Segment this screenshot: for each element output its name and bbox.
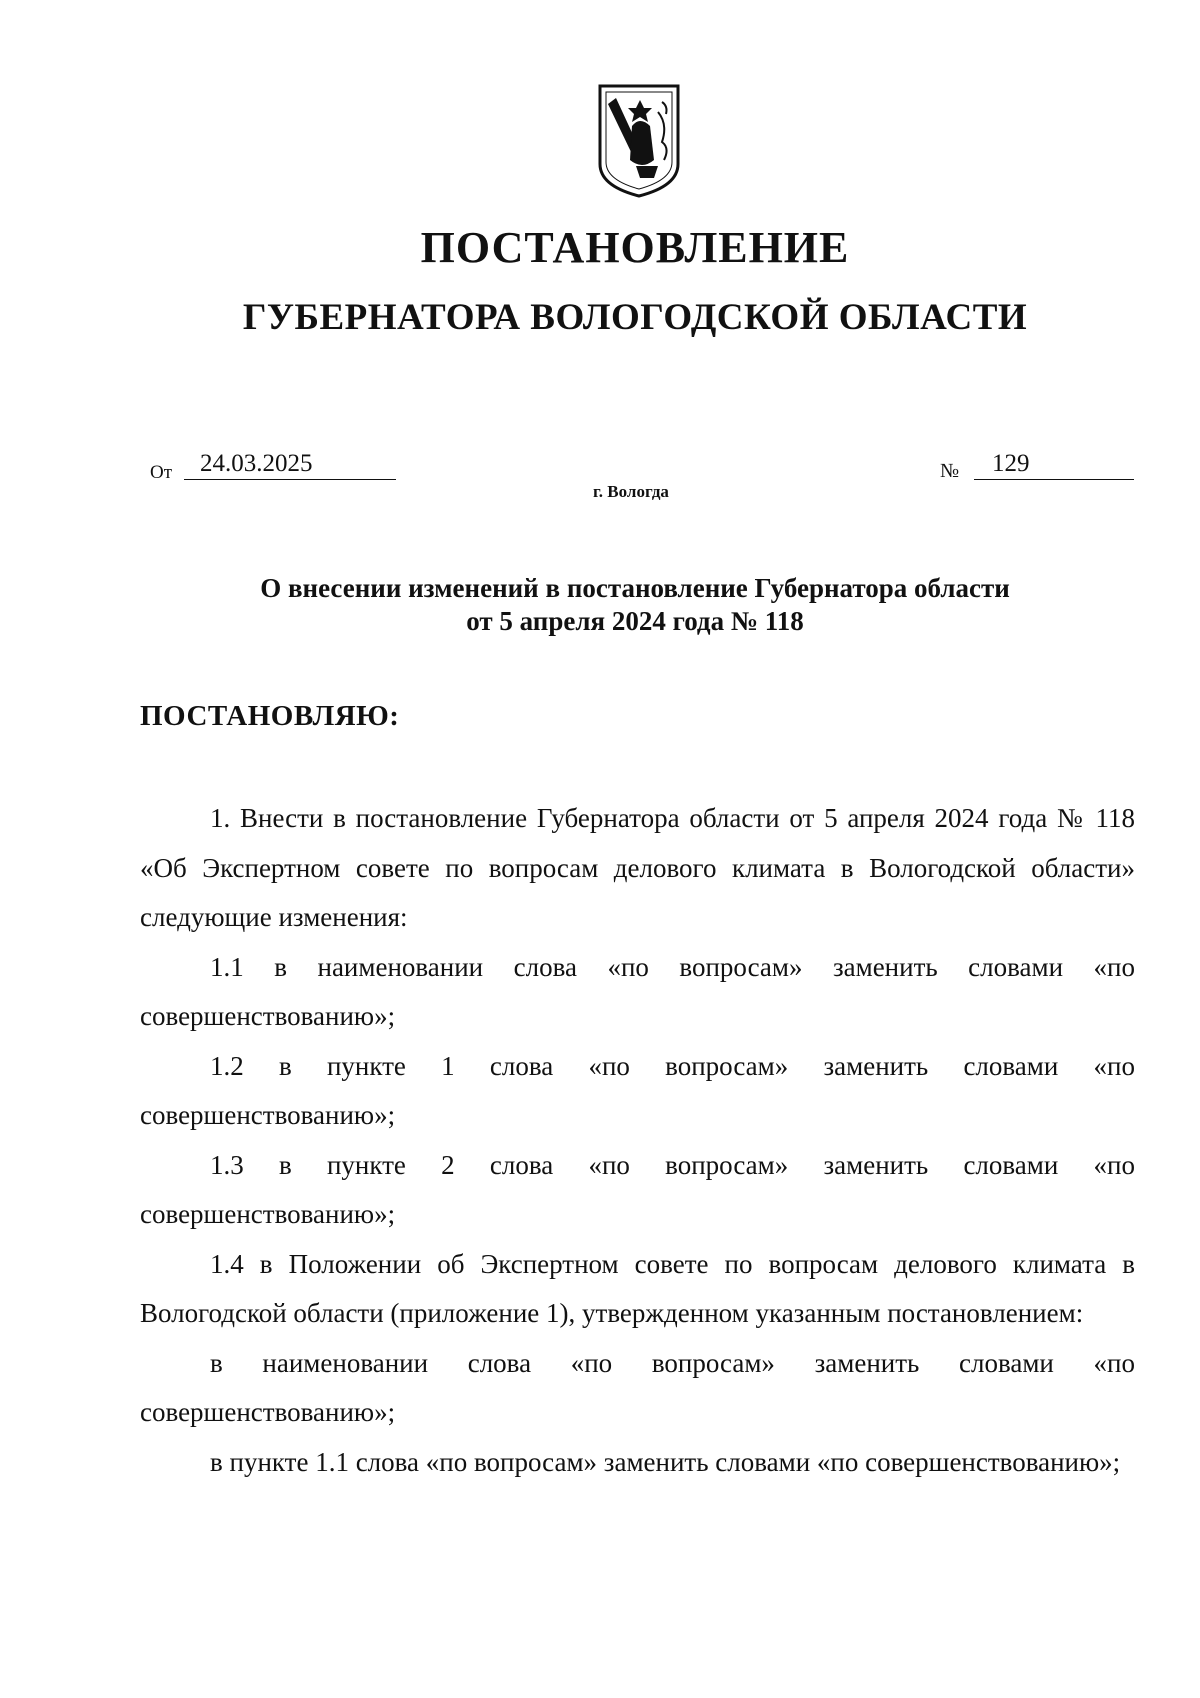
number-prefix: №	[940, 460, 960, 482]
coat-of-arms-icon	[596, 82, 682, 198]
paragraph-1-1: 1.1 в наименовании слова «по вопросам» заменить словами «по совершенствованию»;	[140, 951, 1135, 1031]
paragraph-1-3: 1.3 в пункте 2 слова «по вопросам» заменить словами «по совершенствованию»;	[140, 1149, 1135, 1229]
subject-line-1: О внесении изменений в постановление Губернатора области	[260, 573, 1010, 603]
document-subtitle: ГУБЕРНАТОРА ВОЛОГОДСКОЙ ОБЛАСТИ	[242, 297, 1028, 338]
paragraph-item-1-1-change: в пункте 1.1 слова «по вопросам» заменить словами «по совершенствованию»;	[210, 1446, 1121, 1477]
paragraph-1-4: 1.4 в Положении об Экспертном совете по вопросам делового климата в Вологодской области (приложение 1), утвержденном указанным постановлением:	[140, 1248, 1135, 1328]
date-value: 24.03.2025	[184, 450, 396, 480]
city-label: г. Вологда	[593, 482, 669, 501]
paragraph-1: 1. Внести в постановление Губернатора области от 5 апреля 2024 года № 118 «Об Экспертном совете по вопросам делового климата в Вологодской области» следующие изменения:	[140, 803, 1135, 932]
number-value: 129	[974, 450, 1134, 480]
document-title: ПОСТАНОВЛЕНИЕ	[420, 223, 850, 272]
decree-word: ПОСТАНОВЛЯЮ:	[140, 700, 400, 732]
subject-line-2: от 5 апреля 2024 года № 118	[466, 606, 804, 636]
date-prefix: От	[150, 462, 173, 483]
paragraph-name-change: в наименовании слова «по вопросам» заменить словами «по совершенствованию»;	[140, 1347, 1135, 1427]
paragraph-1-2: 1.2 в пункте 1 слова «по вопросам» заменить словами «по совершенствованию»;	[140, 1050, 1135, 1130]
document-subject	[130, 572, 1140, 638]
document-body	[140, 794, 1135, 1487]
